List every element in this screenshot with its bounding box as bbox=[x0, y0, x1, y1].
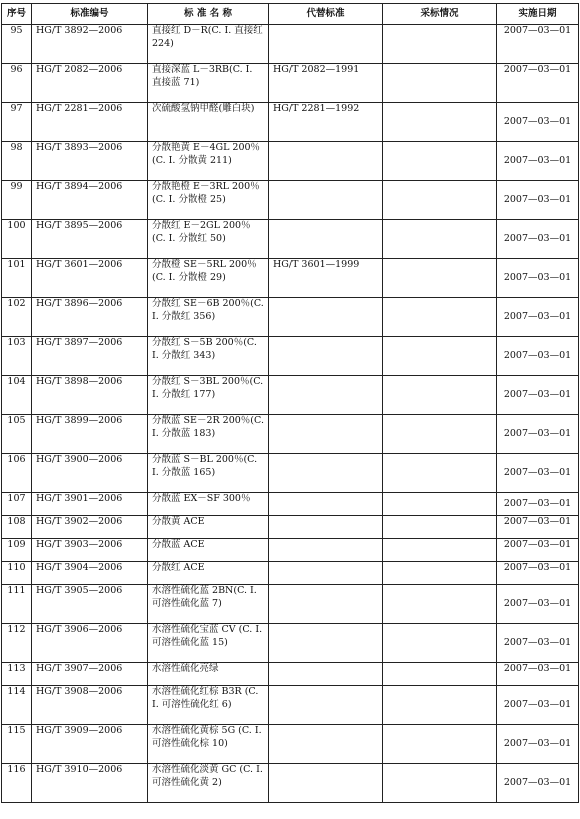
cell-standard-name: 水溶性硫化黄棕 5G (C. I. 可溶性硫化棕 10) bbox=[148, 725, 269, 764]
cell-effective-date: 2007—03—01 bbox=[497, 516, 579, 539]
cell-replaced-standard: HG/T 2082—1991 bbox=[269, 64, 383, 103]
cell-replaced-standard bbox=[269, 764, 383, 803]
cell-standard-code: HG/T 3895—2006 bbox=[32, 220, 148, 259]
col-header-date: 实施日期 bbox=[497, 4, 579, 25]
cell-standard-code: HG/T 3601—2006 bbox=[32, 259, 148, 298]
cell-adoption bbox=[383, 562, 497, 585]
cell-standard-code: HG/T 3894—2006 bbox=[32, 181, 148, 220]
cell-standard-name: 水溶性硫化红棕 B3R (C. I. 可溶性硫化红 6) bbox=[148, 686, 269, 725]
cell-effective-date: 2007—03—01 bbox=[497, 562, 579, 585]
cell-replaced-standard bbox=[269, 142, 383, 181]
cell-standard-name: 分散红 S－5B 200％(C. I. 分散红 343) bbox=[148, 337, 269, 376]
table-header-row bbox=[2, 4, 579, 25]
cell-adoption bbox=[383, 259, 497, 298]
cell-replaced-standard bbox=[269, 298, 383, 337]
cell-standard-code: HG/T 3900—2006 bbox=[32, 454, 148, 493]
cell-seq: 103 bbox=[2, 337, 32, 376]
cell-standard-name: 直接红 D－R(C. I. 直接红 224) bbox=[148, 25, 269, 64]
cell-standard-code: HG/T 2082—2006 bbox=[32, 64, 148, 103]
cell-adoption bbox=[383, 64, 497, 103]
cell-seq: 114 bbox=[2, 686, 32, 725]
table-row bbox=[2, 220, 579, 259]
cell-standard-name: 分散艳橙 E－3RL 200％(C. I. 分散橙 25) bbox=[148, 181, 269, 220]
cell-adoption bbox=[383, 25, 497, 64]
cell-adoption bbox=[383, 516, 497, 539]
cell-adoption bbox=[383, 686, 497, 725]
cell-seq: 106 bbox=[2, 454, 32, 493]
cell-standard-code: HG/T 2281—2006 bbox=[32, 103, 148, 142]
cell-seq: 110 bbox=[2, 562, 32, 585]
cell-adoption bbox=[383, 764, 497, 803]
cell-replaced-standard bbox=[269, 454, 383, 493]
cell-replaced-standard bbox=[269, 516, 383, 539]
cell-standard-name: 分散红 ACE bbox=[148, 562, 269, 585]
table-row bbox=[2, 337, 579, 376]
cell-seq: 96 bbox=[2, 64, 32, 103]
cell-adoption bbox=[383, 454, 497, 493]
cell-effective-date: 2007—03—01 bbox=[497, 64, 579, 103]
table-row bbox=[2, 663, 579, 686]
table-row bbox=[2, 516, 579, 539]
cell-seq: 98 bbox=[2, 142, 32, 181]
cell-standard-name: 分散红 S－3BL 200％(C. I. 分散红 177) bbox=[148, 376, 269, 415]
cell-seq: 109 bbox=[2, 539, 32, 562]
cell-standard-code: HG/T 3898—2006 bbox=[32, 376, 148, 415]
cell-adoption bbox=[383, 181, 497, 220]
cell-effective-date: 2007—03—01 bbox=[497, 493, 579, 516]
cell-standard-code: HG/T 3903—2006 bbox=[32, 539, 148, 562]
cell-replaced-standard bbox=[269, 493, 383, 516]
cell-adoption bbox=[383, 725, 497, 764]
cell-seq: 111 bbox=[2, 585, 32, 624]
cell-adoption bbox=[383, 337, 497, 376]
cell-replaced-standard: HG/T 2281—1992 bbox=[269, 103, 383, 142]
cell-replaced-standard bbox=[269, 220, 383, 259]
cell-replaced-standard bbox=[269, 663, 383, 686]
cell-standard-code: HG/T 3902—2006 bbox=[32, 516, 148, 539]
col-header-name: 标 准 名 称 bbox=[148, 4, 269, 25]
cell-seq: 108 bbox=[2, 516, 32, 539]
cell-standard-code: HG/T 3906—2006 bbox=[32, 624, 148, 663]
cell-replaced-standard bbox=[269, 562, 383, 585]
cell-standard-name: 分散红 SE－6B 200％(C. I. 分散红 356) bbox=[148, 298, 269, 337]
cell-standard-code: HG/T 3896—2006 bbox=[32, 298, 148, 337]
cell-replaced-standard bbox=[269, 337, 383, 376]
cell-standard-name: 分散红 E－2GL 200％(C. I. 分散红 50) bbox=[148, 220, 269, 259]
table-row bbox=[2, 142, 579, 181]
cell-adoption bbox=[383, 103, 497, 142]
table-row bbox=[2, 64, 579, 103]
cell-replaced-standard bbox=[269, 181, 383, 220]
table-body bbox=[2, 25, 579, 803]
col-header-adopt: 采标情况 bbox=[383, 4, 497, 25]
table-row bbox=[2, 562, 579, 585]
cell-effective-date: 2007—03—01 bbox=[497, 585, 579, 624]
table-row bbox=[2, 259, 579, 298]
cell-standard-name: 分散黄 ACE bbox=[148, 516, 269, 539]
cell-effective-date: 2007—03—01 bbox=[497, 25, 579, 64]
cell-seq: 99 bbox=[2, 181, 32, 220]
cell-adoption bbox=[383, 663, 497, 686]
cell-effective-date: 2007—03—01 bbox=[497, 624, 579, 663]
cell-adoption bbox=[383, 376, 497, 415]
cell-standard-name: 水溶性硫化亮绿 bbox=[148, 663, 269, 686]
cell-seq: 101 bbox=[2, 259, 32, 298]
cell-standard-name: 次硫酸氢钠甲醛(雕白块) bbox=[148, 103, 269, 142]
cell-replaced-standard bbox=[269, 686, 383, 725]
cell-standard-code: HG/T 3901—2006 bbox=[32, 493, 148, 516]
cell-replaced-standard bbox=[269, 25, 383, 64]
table-row bbox=[2, 181, 579, 220]
cell-adoption bbox=[383, 624, 497, 663]
cell-replaced-standard bbox=[269, 585, 383, 624]
col-header-code: 标准编号 bbox=[32, 4, 148, 25]
table-row bbox=[2, 298, 579, 337]
cell-standard-name: 分散蓝 S－BL 200％(C. I. 分散蓝 165) bbox=[148, 454, 269, 493]
cell-effective-date: 2007—03—01 bbox=[497, 764, 579, 803]
cell-adoption bbox=[383, 220, 497, 259]
col-header-replaced: 代替标准 bbox=[269, 4, 383, 25]
cell-standard-code: HG/T 3899—2006 bbox=[32, 415, 148, 454]
cell-standard-name: 水溶性硫化宝蓝 CV (C. I. 可溶性硫化蓝 15) bbox=[148, 624, 269, 663]
cell-replaced-standard bbox=[269, 539, 383, 562]
cell-standard-name: 水溶性硫化蓝 2BN(C. I. 可溶性硫化蓝 7) bbox=[148, 585, 269, 624]
cell-standard-name: 分散蓝 SE－2R 200％(C. I. 分散蓝 183) bbox=[148, 415, 269, 454]
cell-standard-code: HG/T 3907—2006 bbox=[32, 663, 148, 686]
cell-standard-code: HG/T 3893—2006 bbox=[32, 142, 148, 181]
cell-adoption bbox=[383, 539, 497, 562]
table-row bbox=[2, 376, 579, 415]
cell-effective-date: 2007—03—01 bbox=[497, 103, 579, 142]
cell-standard-name: 分散蓝 EX－SF 300％ bbox=[148, 493, 269, 516]
cell-effective-date: 2007—03—01 bbox=[497, 725, 579, 764]
cell-adoption bbox=[383, 142, 497, 181]
cell-effective-date: 2007—03—01 bbox=[497, 539, 579, 562]
cell-adoption bbox=[383, 493, 497, 516]
cell-standard-name: 分散艳黄 E－4GL 200％(C. I. 分散黄 211) bbox=[148, 142, 269, 181]
cell-replaced-standard bbox=[269, 415, 383, 454]
cell-effective-date: 2007—03—01 bbox=[497, 415, 579, 454]
table-row bbox=[2, 539, 579, 562]
cell-replaced-standard: HG/T 3601—1999 bbox=[269, 259, 383, 298]
cell-adoption bbox=[383, 415, 497, 454]
cell-seq: 115 bbox=[2, 725, 32, 764]
cell-effective-date: 2007—03—01 bbox=[497, 337, 579, 376]
table-row bbox=[2, 624, 579, 663]
table-row bbox=[2, 725, 579, 764]
cell-seq: 116 bbox=[2, 764, 32, 803]
cell-replaced-standard bbox=[269, 376, 383, 415]
table-row bbox=[2, 454, 579, 493]
cell-seq: 97 bbox=[2, 103, 32, 142]
cell-replaced-standard bbox=[269, 725, 383, 764]
cell-effective-date: 2007—03—01 bbox=[497, 142, 579, 181]
table-row bbox=[2, 585, 579, 624]
cell-effective-date: 2007—03—01 bbox=[497, 298, 579, 337]
cell-effective-date: 2007—03—01 bbox=[497, 454, 579, 493]
cell-effective-date: 2007—03—01 bbox=[497, 376, 579, 415]
cell-adoption bbox=[383, 585, 497, 624]
cell-seq: 95 bbox=[2, 25, 32, 64]
cell-replaced-standard bbox=[269, 624, 383, 663]
cell-standard-code: HG/T 3905—2006 bbox=[32, 585, 148, 624]
cell-seq: 112 bbox=[2, 624, 32, 663]
table-row bbox=[2, 103, 579, 142]
cell-effective-date: 2007—03—01 bbox=[497, 220, 579, 259]
col-header-seq: 序号 bbox=[2, 4, 32, 25]
table-row bbox=[2, 764, 579, 803]
cell-standard-name: 分散蓝 ACE bbox=[148, 539, 269, 562]
cell-seq: 102 bbox=[2, 298, 32, 337]
cell-seq: 100 bbox=[2, 220, 32, 259]
cell-adoption bbox=[383, 298, 497, 337]
table-row bbox=[2, 25, 579, 64]
cell-standard-name: 水溶性硫化淡黄 GC (C. I. 可溶性硫化黄 2) bbox=[148, 764, 269, 803]
cell-standard-code: HG/T 3909—2006 bbox=[32, 725, 148, 764]
cell-seq: 104 bbox=[2, 376, 32, 415]
table-row bbox=[2, 686, 579, 725]
cell-seq: 105 bbox=[2, 415, 32, 454]
cell-standard-code: HG/T 3908—2006 bbox=[32, 686, 148, 725]
cell-effective-date: 2007—03—01 bbox=[497, 181, 579, 220]
cell-standard-name: 分散橙 SE－5RL 200％(C. I. 分散橙 29) bbox=[148, 259, 269, 298]
table-row bbox=[2, 493, 579, 516]
cell-standard-code: HG/T 3892—2006 bbox=[32, 25, 148, 64]
cell-seq: 113 bbox=[2, 663, 32, 686]
cell-standard-name: 直接深蓝 L－3RB(C. I. 直接蓝 71) bbox=[148, 64, 269, 103]
cell-standard-code: HG/T 3904—2006 bbox=[32, 562, 148, 585]
cell-seq: 107 bbox=[2, 493, 32, 516]
cell-effective-date: 2007—03—01 bbox=[497, 663, 579, 686]
cell-effective-date: 2007—03—01 bbox=[497, 259, 579, 298]
cell-standard-code: HG/T 3897—2006 bbox=[32, 337, 148, 376]
cell-standard-code: HG/T 3910—2006 bbox=[32, 764, 148, 803]
cell-effective-date: 2007—03—01 bbox=[497, 686, 579, 725]
table-row bbox=[2, 415, 579, 454]
standards-table bbox=[1, 3, 579, 803]
